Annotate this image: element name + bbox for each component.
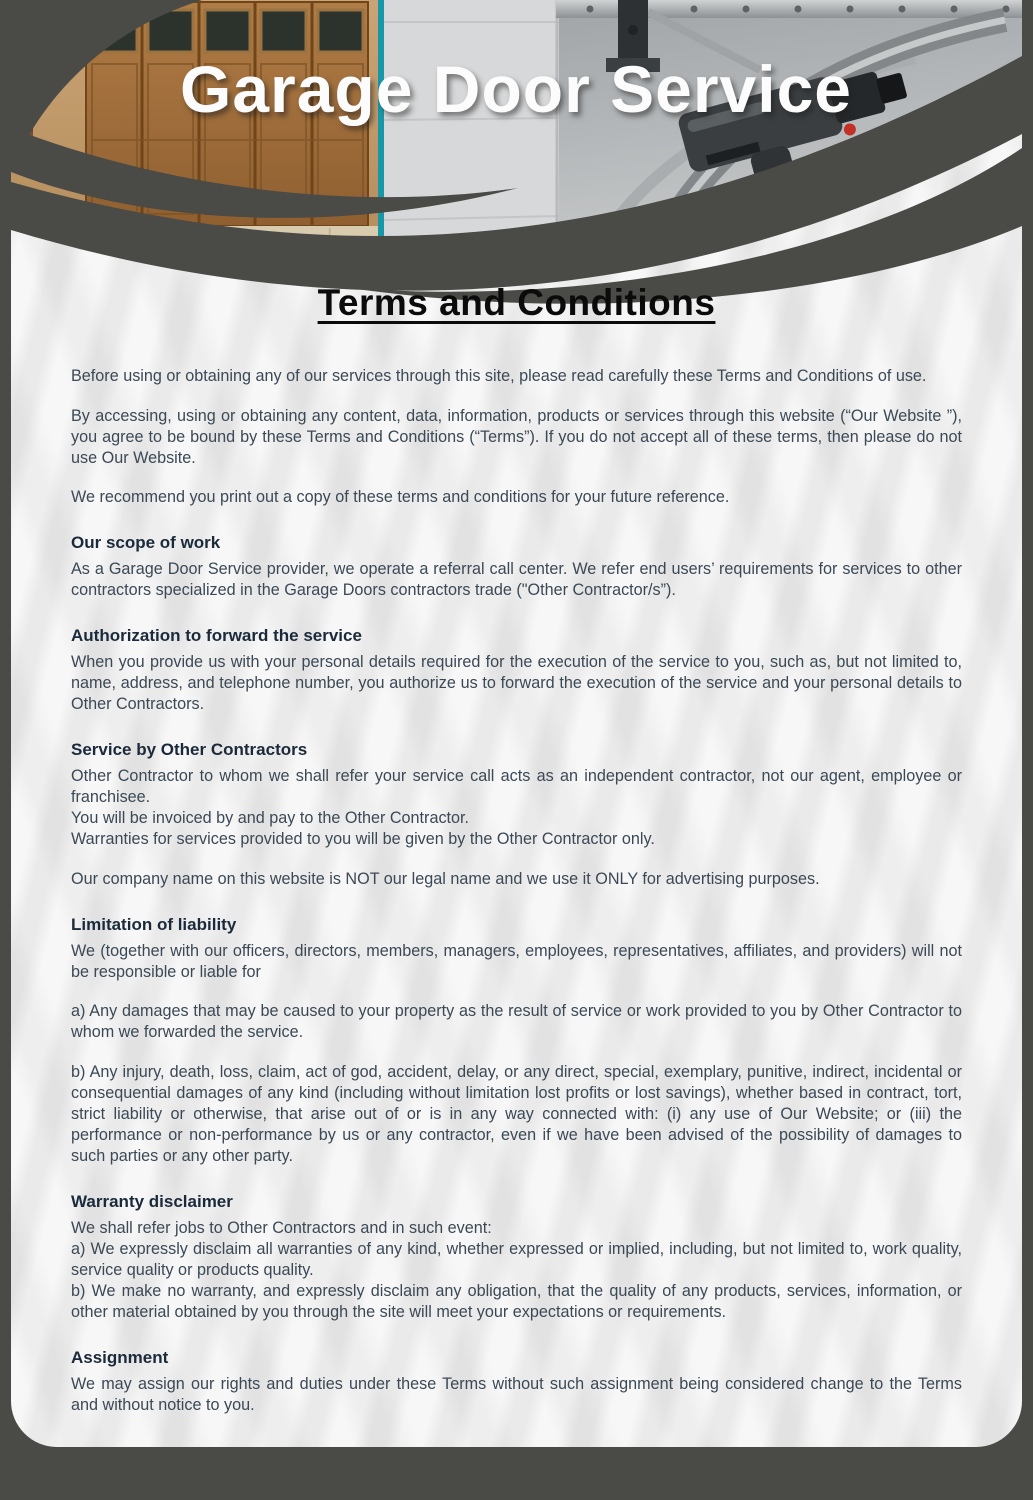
intro-paragraph: We recommend you print out a copy of these terms and conditions for your future reference. — [71, 488, 730, 506]
section-heading: Limitation of liability — [71, 914, 237, 934]
sections — [71, 532, 962, 1416]
section-paragraph: Other Contractor to whom we shall refer your service call acts as an independent contractor, not our agent, employee or franchisee. You will be invoiced by and pay to the Other Contractor. Warranties for services provided to you will be given by the Other Contractor only. — [71, 767, 962, 848]
banner-title: Garage Door Service — [180, 52, 852, 126]
terms-document — [71, 0, 962, 1434]
section-paragraph: b) Any injury, death, loss, claim, act of god, accident, delay, or any direct, special, exemplary, punitive, indirect, incidental or consequential damages of any kind (including without limitation lost profits or lost savings), whether based in contract, tort, strict liability or otherwise, that arise out of or is in any way connected with: (i) any use of Our Website; or (iii) the performance or non-performance by us or any contractor, even if we have been advised of the possibility of damages to such parties or any other party. — [71, 1062, 962, 1165]
section-paragraph: a) Any damages that may be caused to your property as the result of service or work provided to you by Other Contractor to whom we forwarded the service. — [71, 1002, 962, 1041]
section-paragraph: Our company name on this website is NOT our legal name and we use it ONLY for advertising purposes. — [71, 869, 820, 888]
section-heading: Our scope of work — [71, 533, 221, 552]
intro-paragraph: By accessing, using or obtaining any content, data, information, products or services through this website (“Our Website ”), you agree to be bound by these Terms and Conditions (“Terms”). If you do not accept all of these terms, then please do not use Our Website. — [71, 406, 962, 467]
section-paragraph: When you provide us with your personal details required for the execution of the service to you, such as, but not limited to, name, address, and telephone number, you authorize us to forward the execution of the service and your personal details to Other Contractors. — [71, 653, 962, 713]
section-heading: Authorization to forward the service — [71, 626, 362, 645]
section-paragraph: As a Garage Door Service provider, we operate a referral call center. We refer end users’ requirements for services to other contractors specialized in the Garage Doors contractors trade ("Other Contractor/s”). — [71, 560, 962, 599]
section-heading: Warranty disclaimer — [71, 1191, 233, 1211]
section-paragraph: We may assign our rights and duties under these Terms without such assignment being considered change to the Terms and without notice to you. — [71, 1374, 962, 1414]
section-heading: Service by Other Contractors — [71, 740, 308, 759]
section-paragraph: We shall refer jobs to Other Contractors and in such event: a) We expressly disclaim all warranties of any kind, whether expressed or implied, including, but not limited to, work quality, service quality or products quality. b) We make no warranty, and expressly disclaim any obligation, that the quality of any products, services, information, or other material obtained by you through the site will meet your expectations or requirements. — [71, 1218, 962, 1321]
section-heading: Assignment — [71, 1347, 169, 1367]
section-paragraph: We (together with our officers, directors, members, managers, employees, representatives, affiliates, and providers) will not be responsible or liable for — [71, 941, 962, 981]
intro-paragraph: Before using or obtaining any of our services through this site, please read carefully these Terms and Conditions of use. — [71, 367, 927, 385]
page-title: Terms and Conditions — [317, 282, 716, 323]
